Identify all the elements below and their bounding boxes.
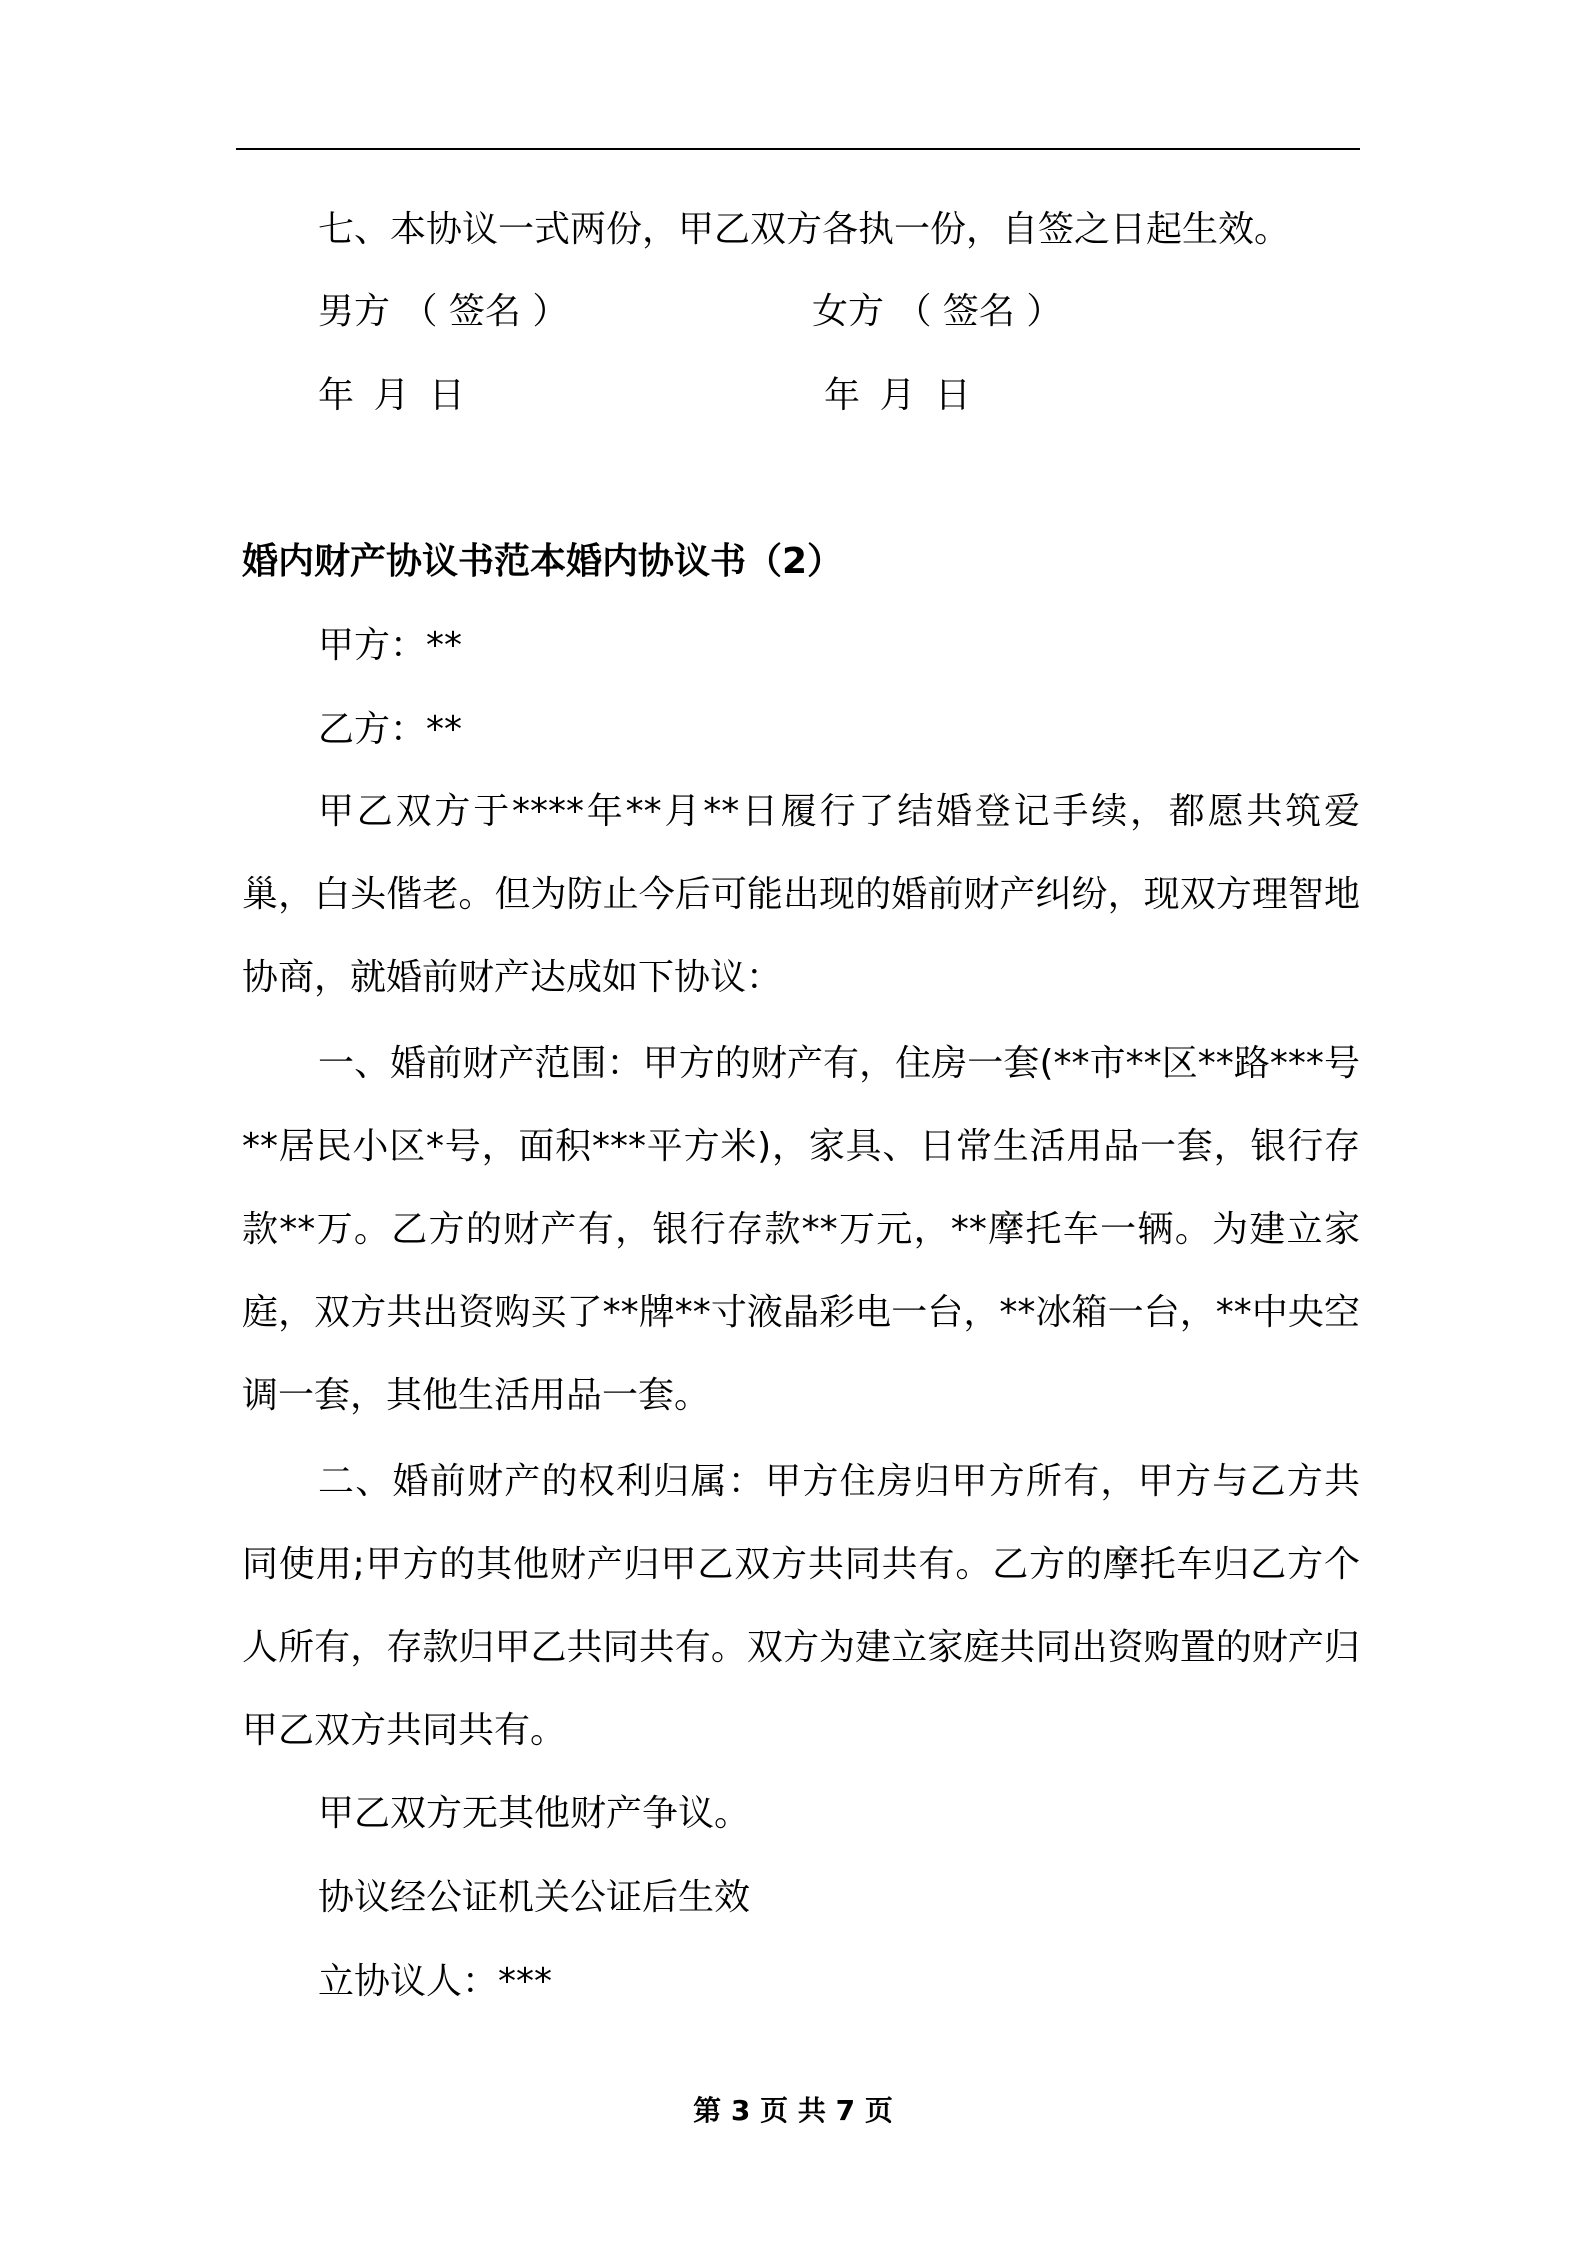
paragraph-property-rights: 二、婚前财产的权利归属：甲方住房归甲方所有，甲方与乙方共同使用;甲方的其他财产归甲乙双方共同共有。乙方的摩托车归乙方个人所有，存款归甲乙共同共有。双方为建立家庭共同出资购置的财产归甲乙双方共同共有。	[242, 1461, 1360, 1751]
party-b: 乙方：**	[318, 709, 463, 750]
female-date: 年 月 日	[824, 375, 971, 416]
section-title: 婚内财产协议书范本婚内协议书（2）	[242, 541, 844, 582]
paragraph-intro: 甲乙双方于****年**月**日履行了结婚登记手续，都愿共筑爱巢，白头偕老。但为防止今后可能出现的婚前财产纠纷，现双方理智地协商，就婚前财产达成如下协议：	[242, 791, 1360, 998]
male-date: 年 月 日	[318, 375, 465, 416]
clause-seven: 七、本协议一式两份，甲乙双方各执一份，自签之日起生效。	[318, 209, 1291, 250]
header-rule	[236, 148, 1360, 150]
page-number-footer: 第 3 页 共 7 页	[693, 2094, 893, 2127]
male-signature-label: 男方 （ 签名 ）	[318, 291, 569, 332]
no-dispute-statement: 甲乙双方无其他财产争议。	[318, 1793, 751, 1834]
notarization-statement: 协议经公证机关公证后生效	[318, 1877, 751, 1918]
party-a: 甲方：**	[318, 625, 463, 666]
signatory-line: 立协议人：***	[318, 1961, 553, 2002]
female-signature-label: 女方 （ 签名 ）	[812, 291, 1063, 332]
paragraph-property-scope: 一、婚前财产范围：甲方的财产有，住房一套(**市**区**路***号**居民小区*号，面积***平方米)，家具、日常生活用品一套，银行存款**万。乙方的财产有，银行存款**万元，**摩托车一辆。为建立家庭，双方共出资购买了**牌**寸液晶彩电一台，**冰箱一台，**中央空调一套，其他生活用品一套。	[242, 1043, 1360, 1416]
